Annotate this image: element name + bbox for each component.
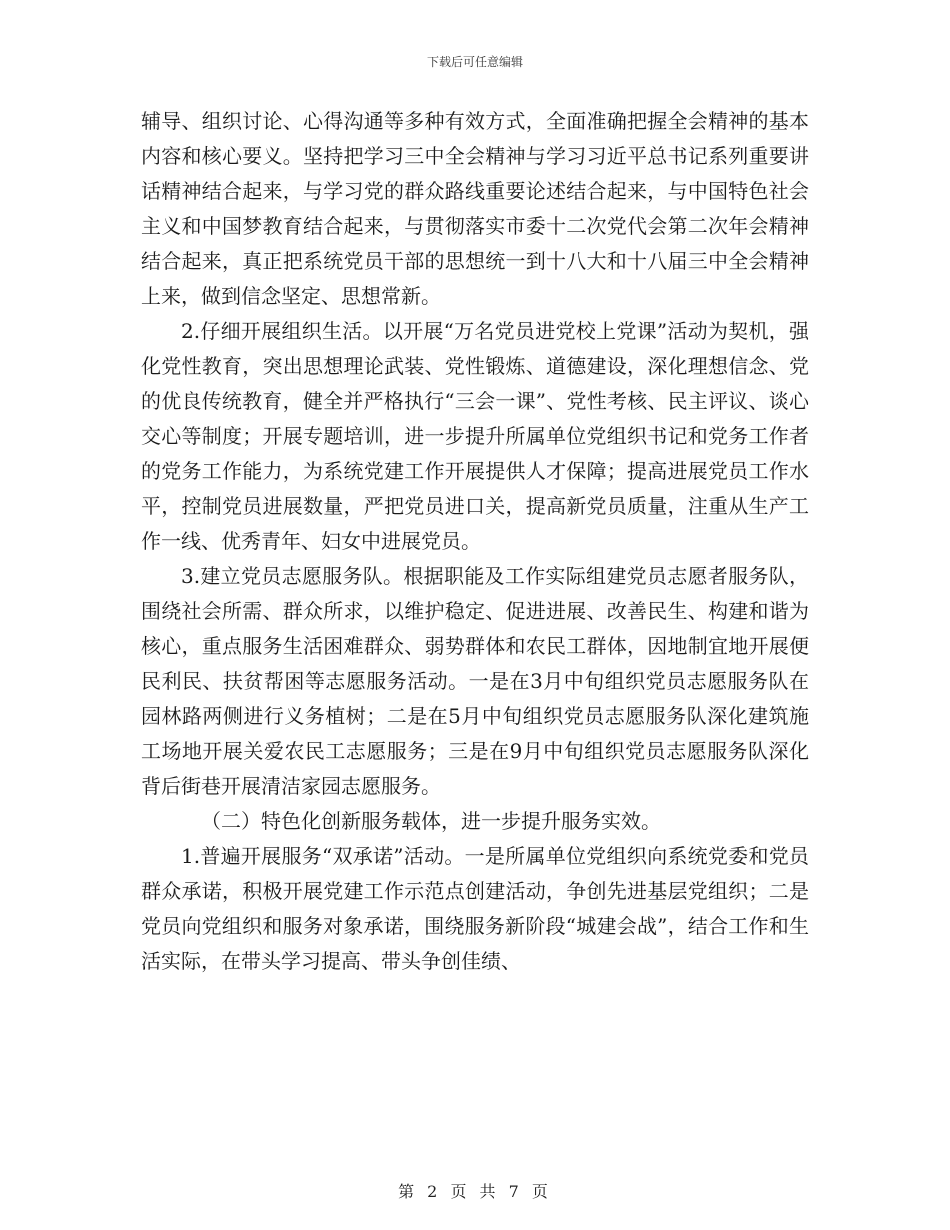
paragraph-volunteer-team: 3.建立党员志愿服务队。根据职能及工作实际组建党员志愿者服务队，围绕社会所需、群众所求，以维护稳定、促进进展、改善民生、构建和谐为核心，重点服务生活困难群众、弱势群体和农民工群体，因地制宜地开展便民利民、扶贫帮困等志愿服务活动。一是在3月中旬组织党员志愿服务队在园林路两侧进行义务植树；二是在5月中旬组织党员志愿服务队深化建筑施工场地开展关爱农民工志愿服务；三是在9月中旬组织党员志愿服务队深化背后街巷开展清洁家园志愿服务。 [141,564,809,798]
paragraph-double-commitment: 1.普遍开展服务“双承诺”活动。一是所属单位党组织向系统党委和党员群众承诺，积极开展党建工作示范点创建活动，争创先进基层党组织；二是党员向党组织和服务对象承诺，围绕服务新阶段“城建会战”，结合工作和生活实际，在带头学习提高、带头争创佳绩、 [141,844,809,973]
page-header: 下载后可任意编辑 [426,55,523,69]
page-number: 第 2 页 共 7 页 [398,1182,552,1201]
document-body [141,104,809,979]
paragraph-organization-life: 2.仔细开展组织生活。以开展“万名党员进党校上党课”活动为契机，强化党性教育，突出思想理论武装、党性锻炼、道德建设，深化理想信念、党的优良传统教育，健全并严格执行“三会一课”、党性考核、民主评议、谈心交心等制度；开展专题培训，进一步提升所属单位党组织书记和党务工作者的党务工作能力，为系统党建工作开展提供人才保障；提高进展党员工作水平，控制党员进展数量，严把党员进口关，提高新党员质量，注重从生产工作一线、优秀青年、妇女中进展党员。 [141,319,809,553]
paragraph-continuation: 辅导、组织讨论、心得沟通等多种有效方式，全面准确把握全会精神的基本内容和核心要义。坚持把学习三中全会精神与学习习近平总书记系列重要讲话精神结合起来，与学习党的群众路线重要论述结合起来，与中国特色社会主义和中国梦教育结合起来，与贯彻落实市委十二次党代会第二次年会精神结合起来，真正把系统党员干部的思想统一到十八大和十八届三中全会精神上来，做到信念坚定、思想常新。 [141,109,809,308]
section-heading: （二）特色化创新服务载体，进一步提升服务实效。 [201,809,661,833]
